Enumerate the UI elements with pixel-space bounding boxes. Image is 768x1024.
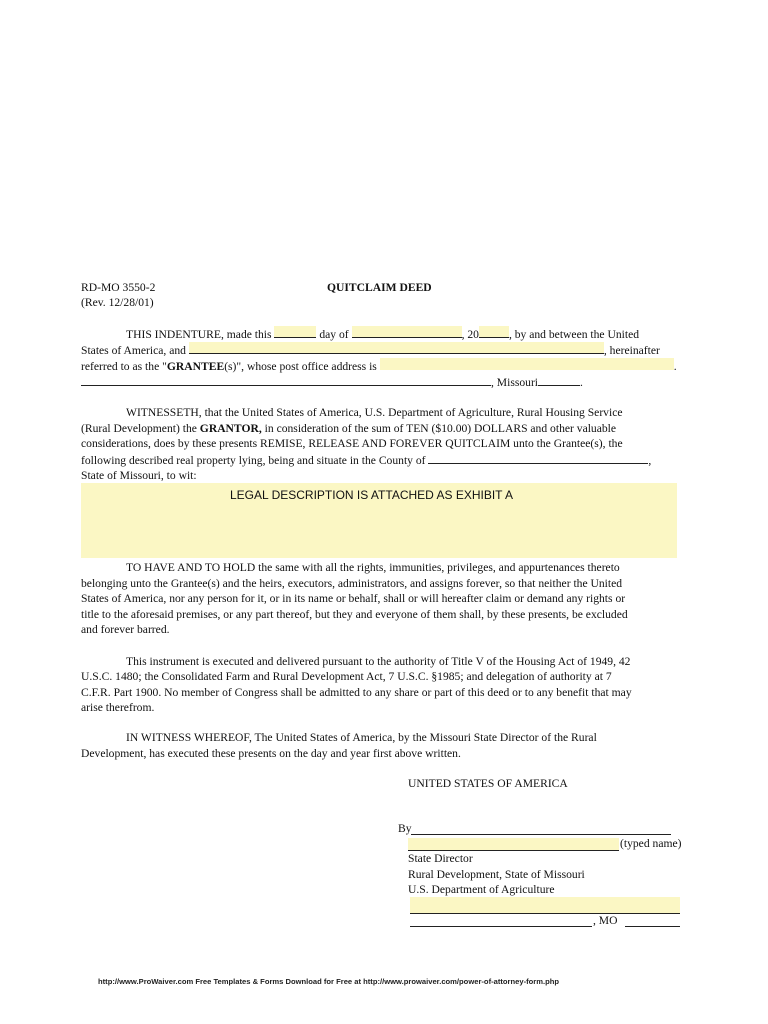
mo-label: , MO <box>593 914 618 927</box>
signer-title-1: State Director <box>408 852 473 865</box>
authority-line-3: C.F.R. Part 1900. No member of Congress shall be admitted to any share or part of this deed or to any benefit that may <box>81 686 632 699</box>
witnesseth-line-1: WITNESSETH, that the United States of America, U.S. Department of Agriculture, Rural Housing Service <box>126 406 623 419</box>
signature-line[interactable] <box>411 822 671 835</box>
habendum-line-1: TO HAVE AND TO HOLD the same with all the rights, immunities, privileges, and appurtenances thereto <box>126 561 620 574</box>
grantee-address-field[interactable] <box>380 358 674 370</box>
authority-line-4: arise therefrom. <box>81 701 155 714</box>
form-revision: (Rev. 12/28/01) <box>81 296 154 309</box>
signature-entity: UNITED STATES OF AMERICA <box>408 777 568 790</box>
zip-field[interactable] <box>538 374 580 386</box>
by-label: By <box>398 822 412 835</box>
witness-line-1: IN WITNESS WHEREOF, The United States of America, by the Missouri State Director of the Rural <box>126 731 597 744</box>
document-title: QUITCLAIM DEED <box>327 281 432 294</box>
indenture-line-1: THIS INDENTURE, made this day of , 20 , by and between the United <box>126 328 640 341</box>
city-field[interactable] <box>410 914 592 927</box>
witness-line-2: Development, has executed these presents on the day and year first above written. <box>81 747 461 760</box>
witnesseth-line-2: (Rural Development) the GRANTOR, in consideration of the sum of TEN ($10.00) DOLLARS and other valuable <box>81 422 617 435</box>
year-field[interactable] <box>479 326 509 338</box>
habendum-line-5: and forever barred. <box>81 623 170 636</box>
witnesseth-line-5: State of Missouri, to wit: <box>81 469 197 482</box>
county-field[interactable] <box>428 452 648 464</box>
indenture-line-4: , Missouri . <box>81 374 583 390</box>
legal-description-box[interactable] <box>81 483 677 558</box>
footer-text: http://www.ProWaiver.com Free Templates & Forms Download for Free at http://www.prowaiver.com/power-of-attorney-form.php <box>98 977 560 986</box>
signer-title-3: U.S. Department of Agriculture <box>408 883 555 896</box>
witnesseth-line-3: considerations, does by these presents REMISE, RELEASE AND FOREVER QUITCLAIM unto the Grantee(s), the <box>81 437 623 450</box>
typed-name-field[interactable] <box>408 838 619 851</box>
indenture-line-3: referred to as the "GRANTEE(s)", whose post office address is . <box>81 360 677 373</box>
day-field[interactable] <box>274 326 316 338</box>
grantee-name-field[interactable] <box>189 342 604 354</box>
authority-line-1: This instrument is executed and delivered pursuant to the authority of Title V of the Housing Act of 1949, 42 <box>126 655 631 668</box>
habendum-line-2: belonging unto the Grantee(s) and the heirs, executors, administrators, and assigns forever, so that neither the United <box>81 577 623 590</box>
month-field[interactable] <box>352 326 462 338</box>
address-line-field[interactable] <box>81 374 491 386</box>
witnesseth-line-4: following described real property lying, being and situate in the County of , <box>81 454 652 467</box>
office-address-field[interactable] <box>410 897 680 914</box>
habendum-line-4: title to the aforesaid premises, or any part thereof, but they and everyone of them shall, by these presents, be excluded <box>81 608 628 621</box>
signer-title-2: Rural Development, State of Missouri <box>408 868 585 881</box>
habendum-line-3: States of America, nor any person for it, or in its name or behalf, shall or will hereafter claim or demand any rights or <box>81 592 626 605</box>
form-number: RD-MO 3550-2 <box>81 281 156 294</box>
office-zip-field[interactable] <box>625 914 680 927</box>
indenture-line-2: States of America, and , hereinafter <box>81 344 660 357</box>
authority-line-2: U.S.C. 1480; the Consolidated Farm and Rural Development Act, 7 U.S.C. §1985; and delegation of authority at 7 <box>81 670 612 683</box>
legal-description-text: LEGAL DESCRIPTION IS ATTACHED AS EXHIBIT A <box>230 488 513 502</box>
typed-name-label: (typed name) <box>620 837 682 850</box>
